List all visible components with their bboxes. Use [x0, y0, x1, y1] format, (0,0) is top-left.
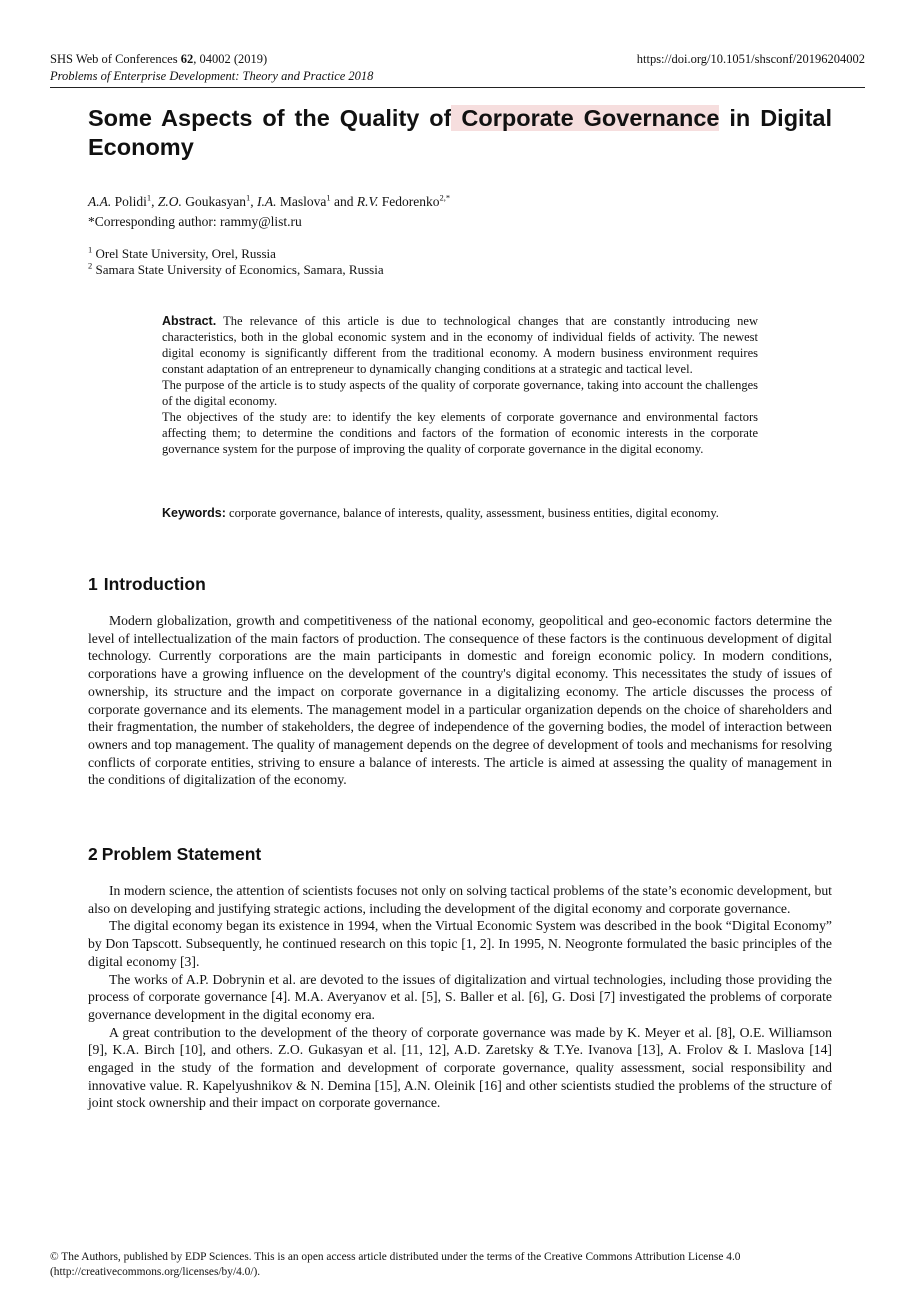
author-separator: ,: [250, 194, 258, 209]
author-surname: Fedorenko: [378, 194, 440, 209]
section-heading: [88, 843, 261, 865]
abstract-text: The relevance of this article is due to technological changes that are constantly introducing new characteristics, both in the global economic system and in the economy of individual fields of activity. The newest digital economy is significantly different from the traditional economy. A modern business environment requires constant adaptation of an entrepreneur to dynamically changing conditions at a strategic and tactical level.: [162, 314, 758, 376]
abstract-paragraph: The objectives of the study are: to identify the key elements of corporate governance and environmental factors affecting them; to determine the conditions and factors of the formation of economic interests in the corporate governance system for the purpose of improving the quality of corporate governance in the digital economy.: [162, 410, 758, 456]
author-affiliation-mark: 2,*: [439, 192, 451, 203]
affiliation: [88, 261, 384, 278]
proceedings-title: Problems of Enterprise Development: Theory and Practice 2018: [50, 69, 374, 83]
corresponding-author: *Corresponding author: rammy@list.ru: [88, 214, 302, 229]
abstract-paragraph: [162, 313, 758, 377]
body-paragraph: In modern science, the attention of scientists focuses not only on solving tactical problems of the state’s economic development, but also on developing and justifying strategic actions, including the development of the digital economy and corporate governance.: [88, 883, 832, 916]
affiliation: [88, 245, 276, 262]
license-link[interactable]: (http://creativecommons.org/licenses/by/4.0/).: [50, 1265, 261, 1278]
affiliation-text: Orel State University, Orel, Russia: [92, 246, 276, 261]
author-surname: Maslova: [276, 194, 327, 209]
abstract-paragraph: The purpose of the article is to study aspects of the quality of corporate governance, taking into account the challenges of the digital economy.: [162, 378, 758, 408]
section-heading: [88, 573, 206, 595]
body-paragraph: The works of A.P. Dobrynin et al. are devoted to the issues of digitalization and virtual technologies, including those providing the process of corporate governance [4]. M.A. Averyanov et al. [5], S. Baller et al. [6], G. Dosi [7] investigated the problems of corporate governance development in the digital economy era.: [88, 971, 832, 1022]
author-surname: Polidi: [111, 194, 147, 209]
section-number: 2: [88, 844, 98, 864]
journal-volume: 62: [180, 52, 194, 66]
author-initials: I.A.: [257, 194, 277, 209]
author-affiliation-mark: 1: [326, 192, 331, 203]
title-part2: in Digital Economy: [88, 105, 833, 160]
author-separator: ,: [151, 194, 158, 209]
body-paragraph: A great contribution to the development of the theory of corporate governance was made by K. Meyer et al. [8], O.E. Williamson [9], K.A. Birch [10], and others. Z.O. Gukasyan et al. [11, 12], A.D. Zaretsky & T.Ye. Ivanova [13], A. Frolov & I. Maslova [14] engaged in the study of the formation and development of corporate governance, quality assessment, social responsibility and innovative value. R. Kapelyushnikov & N. Demina [15], A.N. Oleinik [16] and other scientists studied the problems of the structure of joint stock ownership and their impact on corporate governance.: [88, 1024, 832, 1111]
section-title: Problem Statement: [101, 844, 262, 864]
doi-link[interactable]: https://doi.org/10.1051/shsconf/20196204002: [636, 52, 865, 66]
license-footer: [50, 1250, 865, 1279]
affiliation-text: Samara State University of Economics, Samara, Russia: [92, 262, 384, 277]
section-title: Introduction: [103, 574, 206, 594]
title-highlight: Corporate Governance: [451, 105, 720, 131]
keywords-text: corporate governance, balance of interests, quality, assessment, business entities, digital economy.: [225, 506, 719, 520]
keywords: [162, 505, 758, 521]
body-paragraph: Modern globalization, growth and competitiveness of the national economy, geopolitical and geo-economic factors determine the level of intellectualization of the main factors of production. The consequence of these factors is the continuous development of digital technology. Currently corporations are the main participants in domestic and foreign economic policy. In modern conditions, corporations have a growing influence on the development of the country's digital economy. This necessitates the study of issues of ownership, its structure and the impact on corporate governance in a digitalizing economy. The article discusses the process of corporate governance and its elements. The management model in a particular organization depends on the choice of shareholders and their fragmentation, the number of stakeholders, the degree of independence of the governing bodies, the model of interaction between owners and top management. The quality of management depends on the degree of development of tools and mechanisms for resolving conflicts of corporate entities, striving to ensure a balance of interests. The article is aimed at assessing the quality of management in the conditions of digitalization of the economy.: [88, 613, 832, 788]
running-header-left: [50, 51, 373, 85]
header-rule: [50, 87, 865, 88]
article-number: , 04002 (2019): [193, 52, 268, 66]
section-body: [88, 882, 832, 1112]
author-affiliation-mark: 1: [246, 192, 251, 203]
abstract: [162, 313, 758, 457]
section-body: [88, 612, 832, 789]
author-initials: R.V.: [356, 194, 379, 209]
author-initials: A.A.: [88, 194, 112, 209]
body-paragraph: The digital economy began its existence in 1994, when the Virtual Economic System was described in the book “Digital Economy” by Don Tapscott. Subsequently, he continued research on this topic [1, 2]. In 1995, N. Neogronte formulated the basic principles of the digital economy [3].: [88, 918, 832, 969]
license-text: © The Authors, published by EDP Sciences. This is an open access article distributed under the terms of the Creative Commons Attribution License 4.0: [50, 1251, 741, 1263]
affiliation-mark: 1: [88, 244, 93, 255]
keywords-label: Keywords:: [162, 506, 226, 520]
author-conjunction: and: [330, 194, 357, 209]
journal-line: [50, 51, 373, 68]
author-affiliation-mark: 1: [146, 192, 152, 203]
journal-name: SHS Web of Conferences: [50, 52, 181, 66]
abstract-label: Abstract.: [162, 314, 217, 328]
title-part1: Some Aspects of the Quality of: [88, 105, 452, 131]
author-surname: Goukasyan: [181, 194, 247, 209]
author-list: [88, 193, 450, 211]
author-initials: Z.O.: [157, 194, 182, 209]
paper-title: [88, 104, 832, 162]
section-number: 1: [88, 574, 98, 594]
affiliation-mark: 2: [88, 260, 93, 271]
